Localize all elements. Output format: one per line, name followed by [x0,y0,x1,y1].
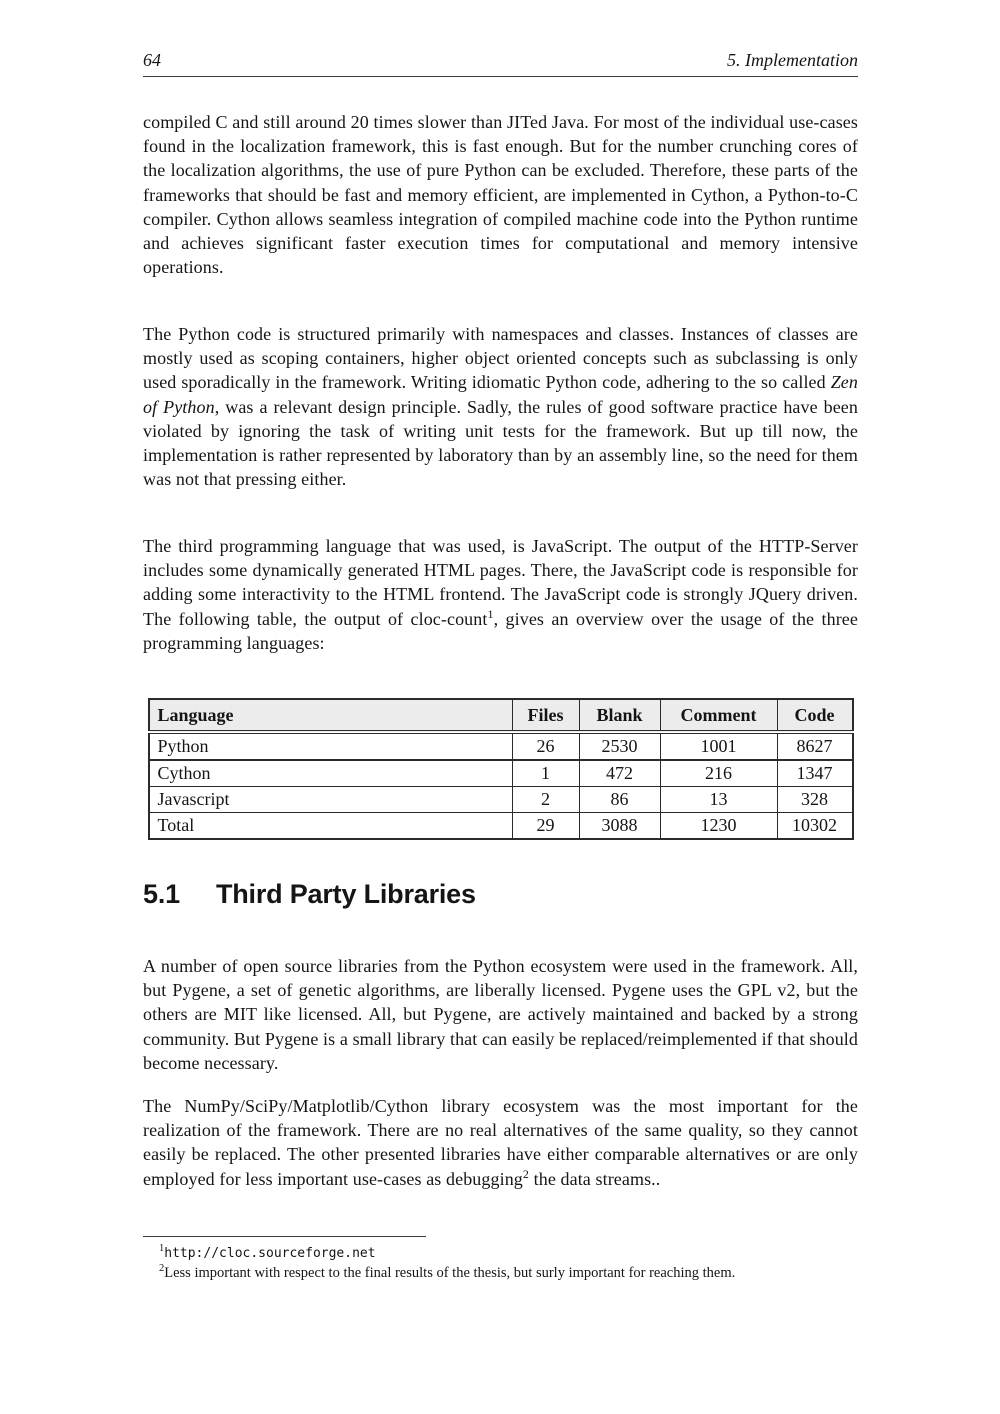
cell-comment: 216 [660,760,777,787]
table-row-total [149,813,853,840]
column-header-comment: Comment [660,699,777,732]
footnote-1-url: http://cloc.sourceforge.net [164,1246,376,1261]
footnote-1-marker: 1 [159,1243,165,1255]
paragraph-5-text-after: the data streams.. [529,1168,661,1189]
cell-language: Python [149,732,513,760]
footnote-ref-2: 2 [522,1166,530,1181]
header-rule [143,76,858,77]
chapter-title: 5. Implementation [727,50,858,70]
cell-language: Cython [149,760,513,787]
footnote-2-marker: 2 [159,1262,165,1274]
paragraph-4 [143,954,858,1075]
section-heading [143,878,858,910]
cell-blank: 2530 [579,732,660,760]
table-row-javascript [149,787,853,813]
cell-language: Javascript [149,787,513,813]
paragraph-2-text-after: , was a relevant design principle. Sadly, the rules of good software practice have been violated by ignoring the task of writing unit tests for the framework. But up till now, the implementation is rather represented by laboratory than by an assembly line, so the need for them was not that pressing either. [143,396,858,490]
cell-language: Total [149,813,513,840]
footnote-1 [143,1244,858,1264]
table-row-cython [149,760,853,787]
paragraph-5-text: The NumPy/SciPy/Matplotlib/Cython library ecosystem was the most important for the realization of the framework. There are no real alternatives of the same quality, so they cannot easily be replaced. The other presented libraries have either comparable alternatives or are only employed for less important use-cases as debugging [143,1096,858,1189]
footnote-2-text: Less important with respect to the final results of the thesis, but surly important for reaching them. [164,1264,736,1281]
paragraph-1 [143,110,858,279]
footnote-rule [143,1236,426,1237]
paragraph-2-text: The Python code is structured primarily with namespaces and classes. Instances of classes are mostly used as scoping containers, higher object oriented concepts such as subclassing is only used sporadically in the framework. Writing idiomatic Python code, adhering to the so called [143,324,858,393]
paragraph-3-text-after: , gives an overview over the usage of the three programming languages: [143,608,858,653]
section-title: Third Party Libraries [215,879,476,909]
paragraph-5 [143,1094,858,1191]
cloc-table-container [143,698,858,840]
paragraph-3 [143,534,858,655]
footnote-2 [143,1264,858,1284]
cell-code: 10302 [777,813,853,840]
cell-comment: 1001 [660,732,777,760]
running-head [143,50,858,77]
cell-blank: 86 [579,787,660,813]
cell-comment: 13 [660,787,777,813]
paragraph-1-text: compiled C and still around 20 times slower than JITed Java. For most of the individual use-cases found in the localization framework, this is fast enough. But for the number crunching cores of the localization algorithms, the use of pure Python can be excluded. Therefore, these parts of the frameworks that should be fast and memory efficient, are implemented in Cython, a Python-to-C compiler. Cython allows seamless integration of compiled machine code into the Python runtime and achieves significant faster execution times for computational and memory intensive operations. [143,112,858,278]
table-header-row [149,699,853,732]
column-header-files: Files [512,699,579,732]
footnote-area [143,1236,858,1283]
cell-blank: 3088 [579,813,660,840]
zen-of-python-emphasis: Zen of Python [143,372,858,417]
cell-comment: 1230 [660,813,777,840]
footnote-ref-1: 1 [487,606,494,621]
column-header-language: Language [149,699,513,732]
paragraph-3-text: The third programming language that was used, is JavaScript. The output of the HTTP-Server includes some dynamically generated HTML pages. There, the JavaScript code is responsible for adding some interactivity to the HTML frontend. The JavaScript code is strongly JQuery driven. The following table, the output of cloc-count [143,536,858,629]
cell-files: 26 [512,732,579,760]
cloc-table [148,698,854,840]
paragraph-2 [143,322,858,491]
cell-files: 1 [512,760,579,787]
cell-code: 328 [777,787,853,813]
cell-files: 29 [512,813,579,840]
cell-blank: 472 [579,760,660,787]
cell-files: 2 [512,787,579,813]
table-row-python [149,732,853,760]
cell-code: 1347 [777,760,853,787]
page-number: 64 [143,50,161,70]
section-number: 5.1 [143,879,180,909]
column-header-code: Code [777,699,853,732]
column-header-blank: Blank [579,699,660,732]
paragraph-4-text: A number of open source libraries from the Python ecosystem were used in the framework. All, but Pygene, a set of genetic algorithms, are liberally licensed. Pygene uses the GPL v2, but the others are MIT like licensed. All, but Pygene, are actively maintained and backed by a strong community. But Pygene is a small library that can easily be replaced/reimplemented if that should become necessary. [143,956,858,1073]
cell-code: 8627 [777,732,853,760]
